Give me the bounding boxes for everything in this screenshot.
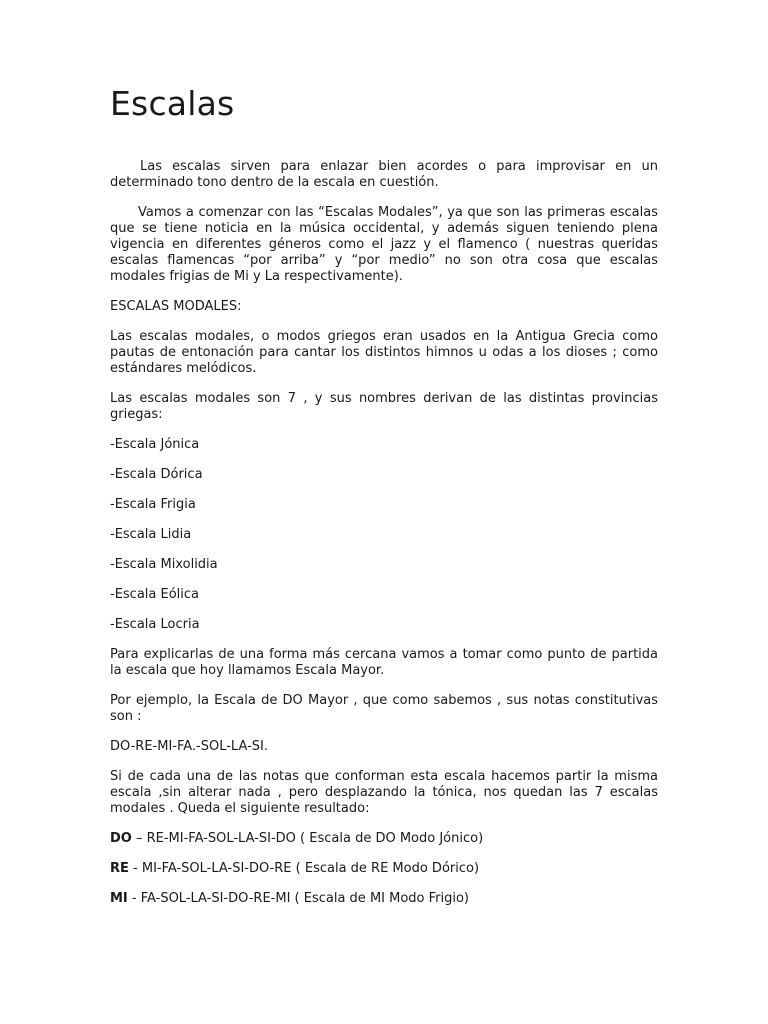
- paragraph-do-major: Por ejemplo, la Escala de DO Mayor , que como sabemos , sus notas constitutivas son :: [110, 693, 658, 724]
- paragraph-greek-modes: Las escalas modales, o modos griegos eran usados en la Antigua Grecia como pautas de entonación para cantar los distintos himnos u odas a los dioses ; como estándares melódicos.: [110, 329, 658, 376]
- paragraph-intro: Las escalas sirven para enlazar bien acordes o para improvisar en un determinado tono dentro de la escala en cuestión.: [110, 159, 658, 190]
- document-title: Escalas: [110, 84, 235, 123]
- mode-note: RE: [110, 861, 129, 876]
- notes-line: DO-RE-MI-FA.-SOL-LA-SI.: [110, 739, 268, 754]
- list-item: -Escala Jónica: [110, 437, 200, 452]
- mode-note: DO: [110, 831, 132, 846]
- paragraph-modes-result: Si de cada una de las notas que conforman esta escala hacemos partir la misma escala ,sin alterar nada , pero desplazando la tónica, nos quedan las 7 escalas modales . Queda el siguiente resultado:: [110, 769, 658, 816]
- list-item: -Escala Eólica: [110, 587, 200, 602]
- mode-sequence: – RE-MI-FA-SOL-LA-SI-DO ( Escala de DO Modo Jónico): [131, 831, 484, 846]
- list-item: -Escala Frigia: [110, 497, 196, 512]
- mode-line-do: [110, 831, 658, 847]
- list-item: -Escala Locria: [110, 617, 200, 632]
- paragraph-modal-intro: Vamos a comenzar con las “Escalas Modales”, ya que son las primeras escalas que se tiene noticia en la música occidental, y además siguen teniendo plena vigencia en diferentes géneros como el jazz y el flamenco ( nuestras queridas escalas flamencas “por arriba” y “por medio” no son otra cosa que escalas modales frigias de Mi y La respectivamente).: [110, 205, 658, 284]
- section-heading: ESCALAS MODALES:: [110, 299, 242, 314]
- list-item: -Escala Lidia: [110, 527, 192, 542]
- paragraph-seven-scales: Las escalas modales son 7 , y sus nombres derivan de las distintas provincias griegas:: [110, 391, 658, 422]
- mode-line-mi: [110, 891, 658, 907]
- paragraph-major-scale: Para explicarlas de una forma más cercana vamos a tomar como punto de partida la escala que hoy llamamos Escala Mayor.: [110, 647, 658, 678]
- list-item: -Escala Mixolidia: [110, 557, 218, 572]
- mode-sequence: - MI-FA-SOL-LA-SI-DO-RE ( Escala de RE Modo Dórico): [128, 861, 480, 876]
- mode-line-re: [110, 861, 658, 877]
- mode-sequence: - FA-SOL-LA-SI-DO-RE-MI ( Escala de MI Modo Frigio): [127, 891, 470, 906]
- mode-note: MI: [110, 891, 128, 906]
- list-item: -Escala Dórica: [110, 467, 203, 482]
